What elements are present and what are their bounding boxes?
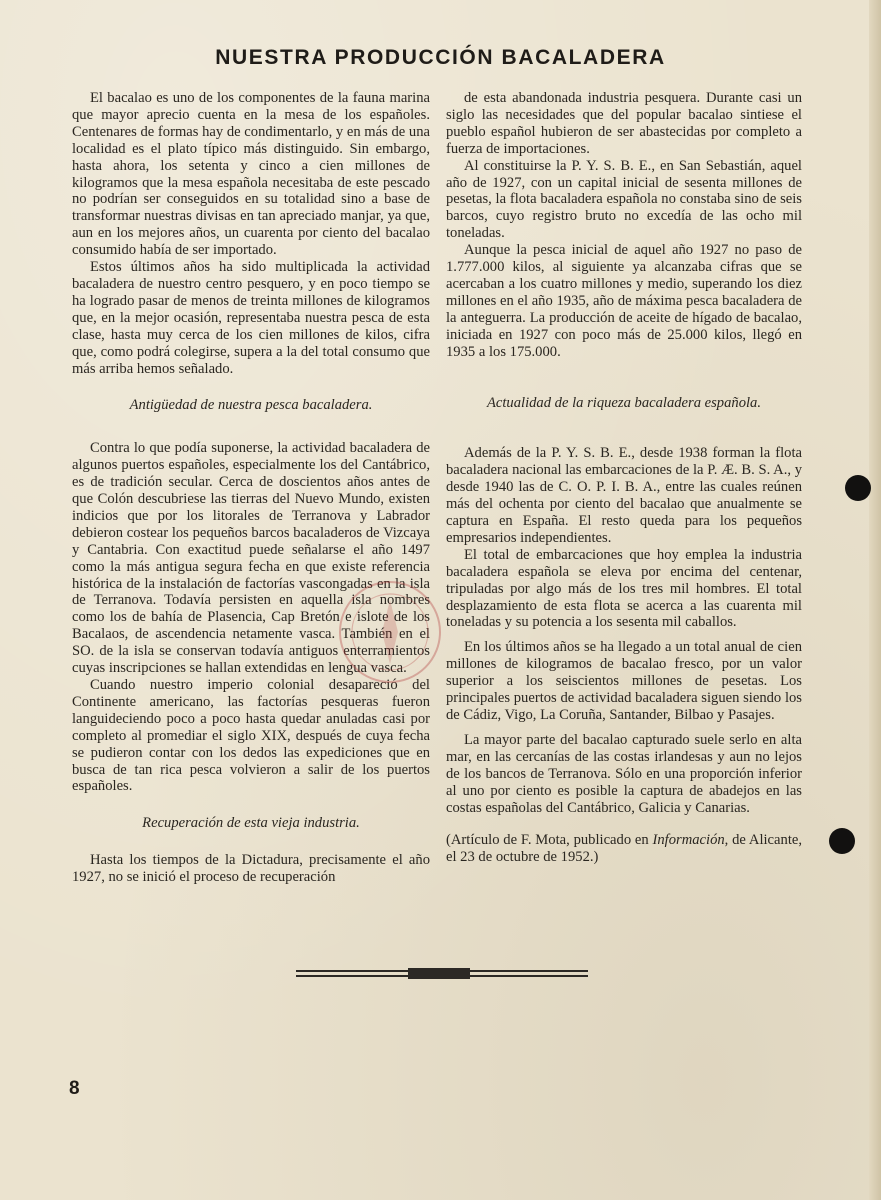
source-publication: Información [652,832,725,849]
page-edge [869,0,881,1200]
paragraph: de esta abandonada industria pesquera. Durante casi un siglo las necesidades que del popular bacalao sintiese el pueblo español hubieron de ser abastecidas por completo a fuerza de importaciones. [446,90,802,157]
paragraph: Hasta los tiempos de la Dictadura, precisamente el año 1927, no se inició el proceso de recuperación [72,852,430,886]
paragraph: Al constituirse la P. Y. S. B. E., en San Sebastián, aquel año de 1927, con un capital inicial de sesenta millones de pesetas, la flota bacaladera española no constaba sino de seis barcos, cuyo registro bruto no excedía de las ocho mil toneladas. [446,157,802,242]
punch-hole-icon [829,828,855,854]
section-heading: Recuperación de esta vieja industria. [142,815,360,832]
left-column [72,90,430,886]
paragraph: En los últimos años se ha llegado a un total anual de cien millones de kilogramos de bacalao fresco, por un valor superior a los seiscientos millones de pesetas. Los principales puertos de actividad bacaladera siguen siendo los de Cádiz, Vigo, La Coruña, Santander, Bilbao y Pasajes. [446,639,802,723]
section-heading: Actualidad de la riqueza bacaladera española. [486,394,761,411]
source-prefix: (Artículo de F. Mota, publicado en [446,832,653,849]
source-suffix: , de Alicante, el 23 de octubre de 1952.) [446,832,802,866]
paragraph: La mayor parte del bacalao capturado suele serlo en alta mar, en las cercanías de las costas irlandesas y aun no lejos de los bancos de Terranova. Sólo en una proporción inferior al uno por ciento es posible la captura de abadejos en las costas españolas del Cantábrico, Galicia y Canarias. [446,731,802,816]
archive-stamp-icon [330,572,450,692]
section-heading: Antigüedad de nuestra pesca bacaladera. [129,397,373,414]
page-title: NUESTRA PRODUCCIÓN BACALADERA [215,46,666,69]
source-citation [446,832,802,866]
paragraph: Contra lo que podía suponerse, la actividad bacaladera de algunos puertos españoles, especialmente los del Cantábrico, es de tradición secular. Cerca de doscientos años antes de que Colón descubriese las tierras del Nuevo Mundo, existen indicios que por los litorales de Terranova y Labrador debieron costear los pequeños barcos bacaladeros de Vizcaya y Cantabria. Con exactitud puede señalarse el año 1497 como la más antigua segura fecha en que existe referencia histórica de la instalación de factorías vascongadas en la isla de Terranova. Todavía persisten en aquella isla nombres como los de bahía de Plasencia, Cap Bretón e islote de los Bacalaos, de ascendencia netamente vasca. También en el SO. de la isla se conservan todavía antiguos enterramientos cuyas inscripciones se hallan extendidas en lengua vasca. [72,440,430,677]
paragraph: El total de embarcaciones que hoy emplea la industria bacaladera española se eleva por encima del centenar, tripuladas por algo más de los tres mil hombres. El total desplazamiento de esta flota se acerca a las cuarenta mil toneladas y su potencia a los sesenta mil caballos. [446,546,802,631]
paragraph: Estos últimos años ha sido multiplicada la actividad bacaladera de nuestro centro pesquero, y en poco tiempo se ha logrado pasar de menos de treinta millones de kilogramos que, en la mejor ocasión, representaba nuestra pesca de esta clase, hasta muy cerca de los cien millones de kilos, cifra que, como podrá colegirse, supera a la del total consumo que más arriba hemos señalado. [72,259,430,377]
paragraph: Cuando nuestro imperio colonial desapareció del Continente americano, las factorías pesqueras fueron languideciendo poco a poco hasta quedar anuladas casi por completo al promediar el siglo XIX, después de cuya fecha se pudieron contar con los dedos las expediciones que en busca de tan rica pesca volvieron a salir de los puertos españoles. [72,677,430,795]
punch-hole-icon [845,475,871,501]
paragraph: El bacalao es uno de los componentes de la fauna marina que mayor aprecio cuenta en la mesa de los españoles. Centenares de formas hay de condimentarlo, y en más de una localidad es el plato típico más distinguido. Sin embargo, hasta ahora, los setenta y cinco a cien millones de kilogramos que la mesa española necesitaba de este pescado no podrían ser conseguidos en su totalidad sino a base de transformar nuestras divisas en tan apreciado manjar, ya que, aun en los mejores años, un cuarenta por ciento del bacalao consumido había de ser importado. [72,90,430,259]
right-column [446,90,802,866]
paragraph: Aunque la pesca inicial de aquel año 1927 no paso de 1.777.000 kilos, al siguiente ya alcanzaba cifras que se acercaban a los cuatro millones y medio, superando los diez millones en el año 1935, año de máxima pesca bacaladera de la anteguerra. La producción de aceite de hígado de bacalao, iniciada en 1927 con poco más de 25.000 kilos, llegó en 1935 a los 175.000. [446,242,802,360]
paragraph: Además de la P. Y. S. B. E., desde 1938 forman la flota bacaladera nacional las embarcaciones de la P. Æ. B. S. A., y desde 1940 las de C. O. P. I. B. A., entre las cuales reúnen más del ochenta por ciento del bacalao que anualmente se captura en España. El resto queda para los pequeños empresarios independientes. [446,445,802,546]
divider-ornament [408,968,470,979]
page-number: 8 [69,1078,80,1099]
